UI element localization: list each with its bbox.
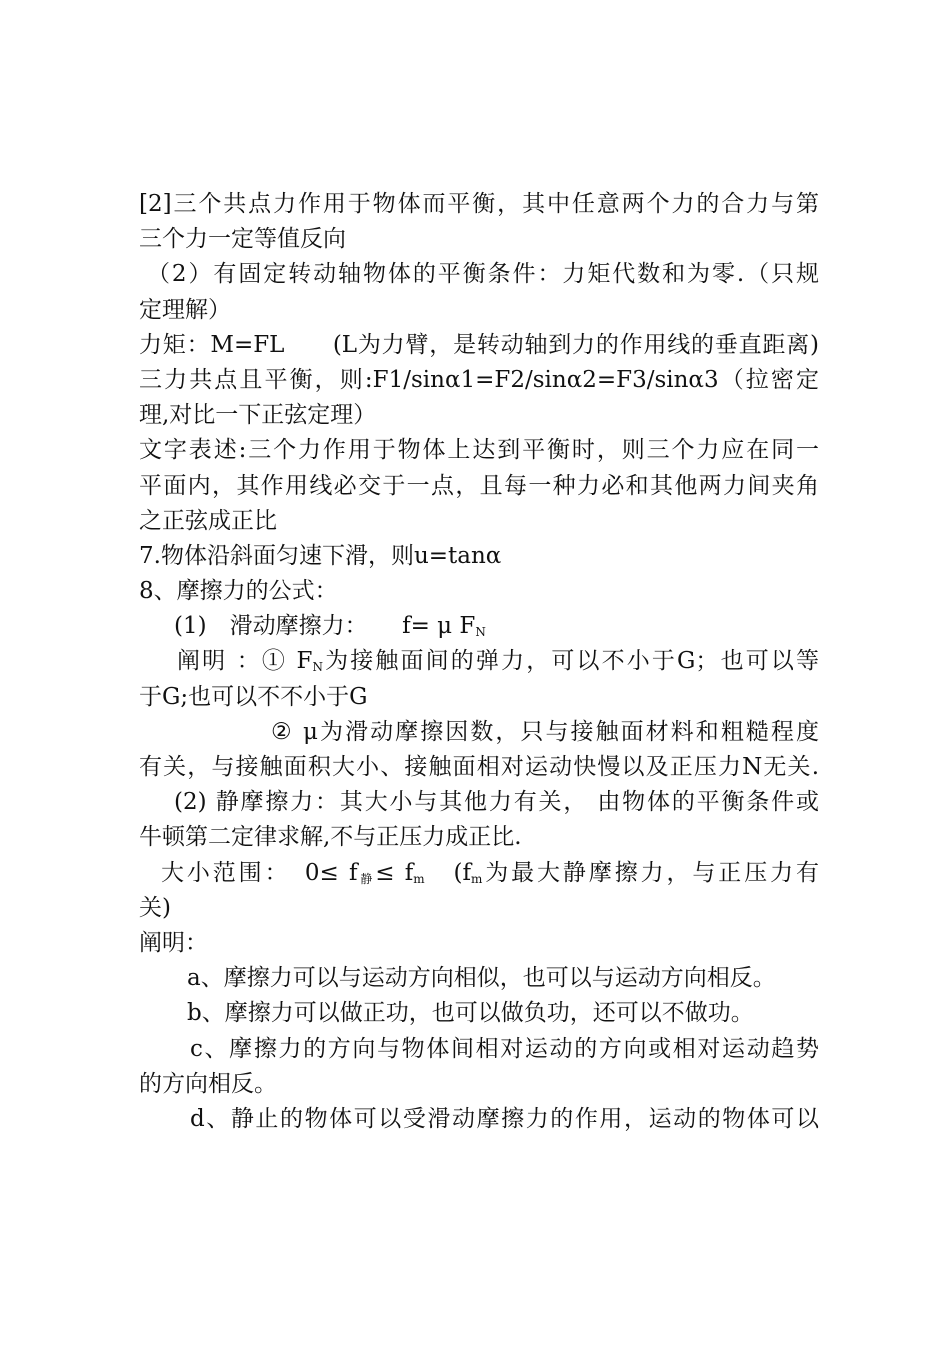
subscript: 静 <box>357 871 376 886</box>
note-line <box>139 644 819 679</box>
text-line: 阐明： <box>139 929 208 956</box>
text-line: 有关，与接触面积大小、接触面相对运动快慢以及正压力N无关. <box>139 754 819 780</box>
text-line: [2]三个共点力作用于物体而平衡，其中任意两个力的合力与第 <box>139 191 819 217</box>
text-line: 7.物体沿斜面匀速下滑，则u=tanα <box>139 542 502 569</box>
formula-text: (1) 滑动摩擦力： f= μ F <box>174 613 476 640</box>
text-line: （2）有固定转动轴物体的平衡条件：力矩代数和为零.（只规 <box>147 261 819 288</box>
text-line: 于G;也可以不不小于G <box>139 683 368 710</box>
range-text: 为最大静摩擦力，与正压力有 <box>482 859 819 886</box>
list-item: a、摩擦力可以与运动方向相似，也可以与运动方向相反。 <box>187 965 776 992</box>
list-item: b、摩擦力可以做正功，也可以做负功，还可以不做功。 <box>187 1000 754 1027</box>
list-item: c、摩擦力的方向与物体间相对运动的方向或相对运动趋势 <box>190 1035 819 1062</box>
subscript: m <box>470 871 483 886</box>
document-body <box>139 187 819 1137</box>
range-text: ≤ f <box>375 859 414 886</box>
text-line: 8、摩擦力的公式： <box>139 578 338 605</box>
text-line: (2) 静摩擦力：其大小与其他力有关， 由物体的平衡条件或 <box>174 789 819 816</box>
subscript: m <box>413 871 425 886</box>
text-line: 的方向相反。 <box>139 1070 277 1097</box>
text-line: 文字表述:三个力作用于物体上达到平衡时，则三个力应在同一 <box>139 437 819 464</box>
text-line: 三个力一定等值反向 <box>139 226 346 253</box>
text-line: 关) <box>139 894 171 921</box>
range-text: (f <box>424 859 471 886</box>
text-line: 三力共点且平衡，则:F1/sinα1=F2/sinα2=F3/sinα3（拉密定 <box>139 366 819 393</box>
text-line: 理,对比一下正弦定理） <box>139 402 377 429</box>
text-line: 之正弦成正比 <box>139 507 277 534</box>
note-text: 为接触面间的弹力，可以不小于G；也可以等 <box>322 648 819 675</box>
formula-line <box>139 609 819 644</box>
range-text: 大小范围： 0≤ f <box>161 859 358 886</box>
list-item: d、静止的物体可以受滑动摩擦力的作用，运动的物体可以 <box>190 1105 819 1132</box>
text-line: 平面内，其作用线必交于一点，且每一种力必和其他两力间夹角 <box>139 472 819 499</box>
text-line: 力矩：M=FL (L为力臂，是转动轴到力的作用线的垂直距离) <box>139 331 819 358</box>
text-line: ② μ为滑动摩擦因数，只与接触面材料和粗糙程度 <box>271 718 819 745</box>
text-line: 定理解） <box>139 296 231 323</box>
note-text: 阐明 ：① F <box>177 648 313 675</box>
text-line: 牛顿第二定律求解,不与正压力成正比. <box>139 824 522 851</box>
subscript: N <box>312 660 323 675</box>
range-line <box>139 856 819 891</box>
subscript: N <box>475 625 486 640</box>
